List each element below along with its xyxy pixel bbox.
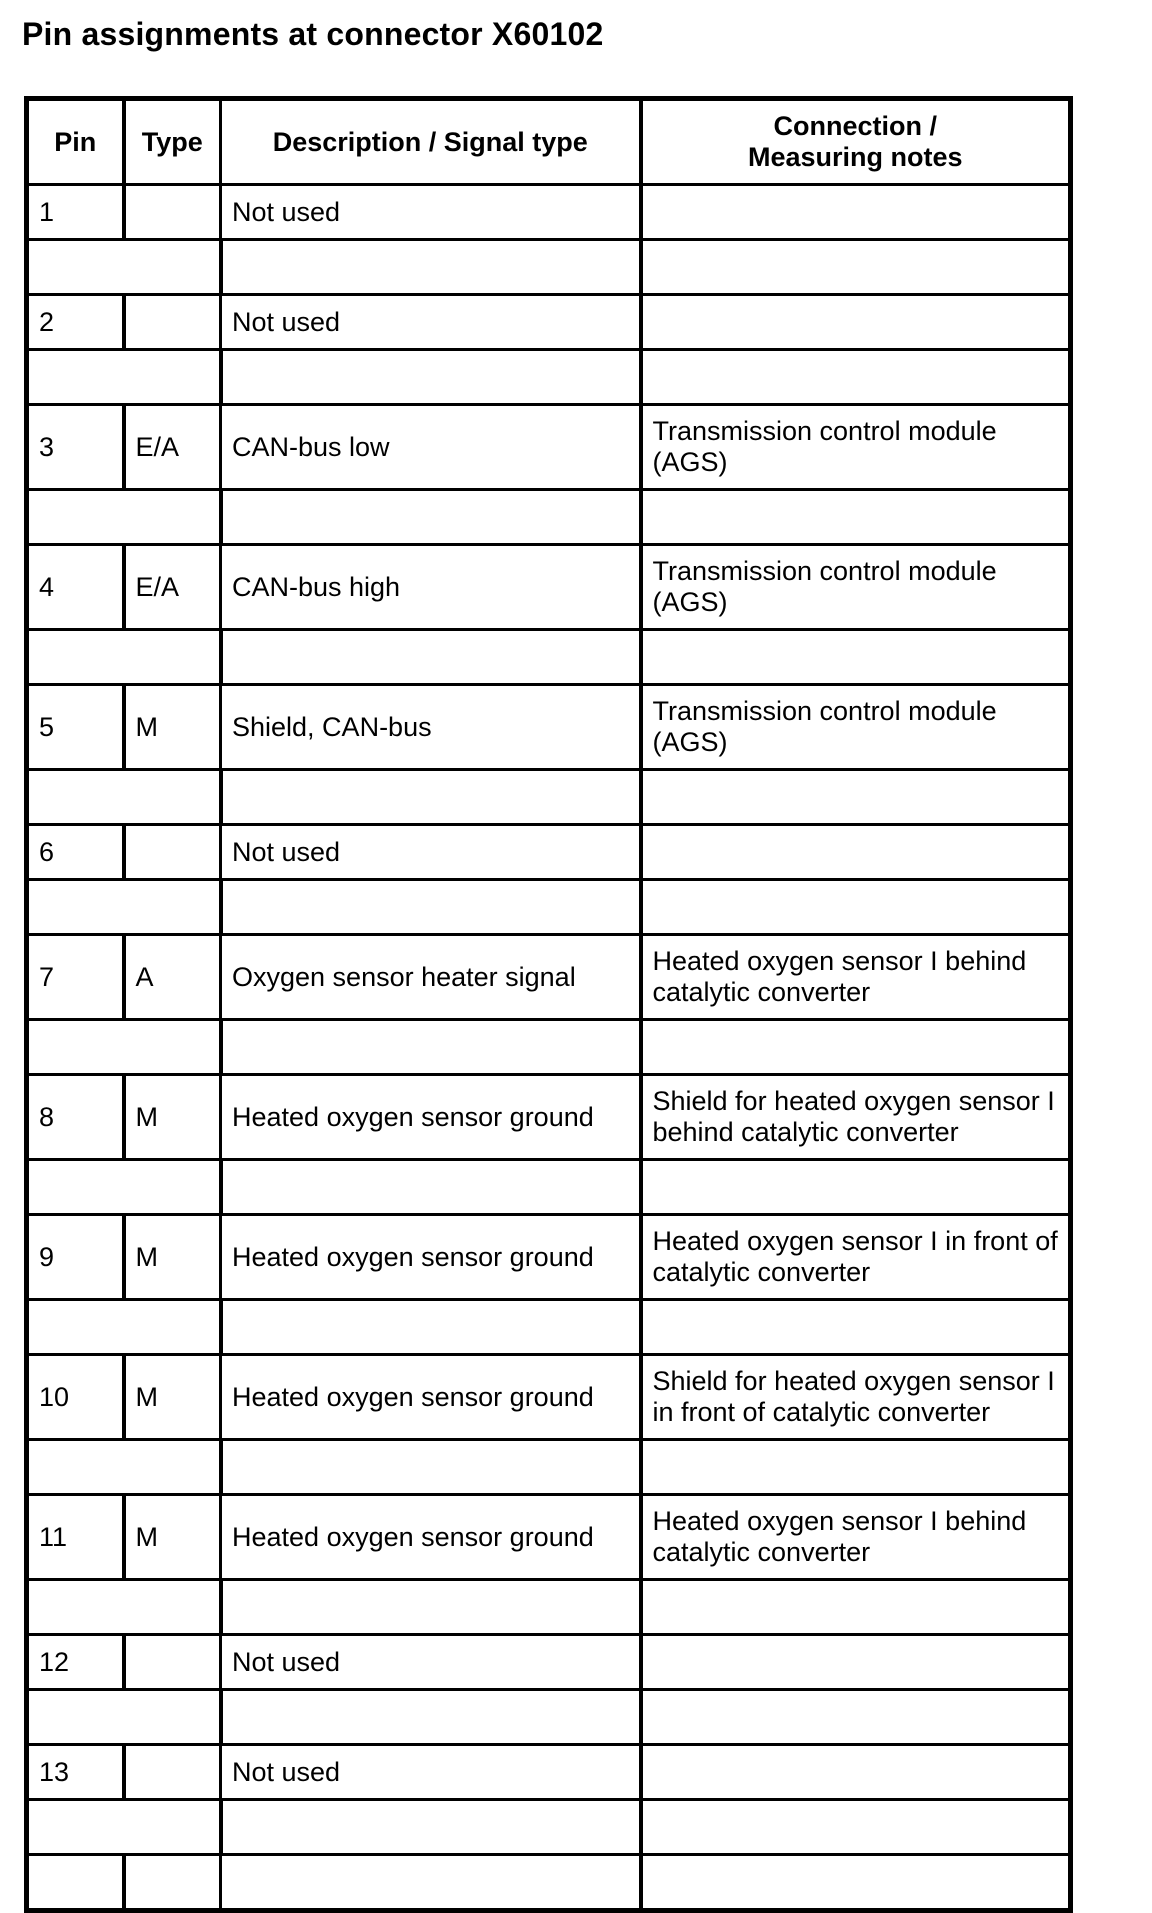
spacer-cell [27, 770, 221, 825]
cell-description: Heated oxygen sensor ground [221, 1495, 641, 1580]
spacer-cell [641, 1020, 1071, 1075]
cell-description: Heated oxygen sensor ground [221, 1215, 641, 1300]
spacer-cell [221, 350, 641, 405]
cell-description: Heated oxygen sensor ground [221, 1075, 641, 1160]
table-body [27, 185, 1071, 1911]
spacer-cell [221, 1440, 641, 1495]
table-row [27, 405, 1071, 490]
spacer-row [27, 1800, 1071, 1855]
spacer-cell [221, 630, 641, 685]
table-row [27, 185, 1071, 240]
spacer-row [27, 490, 1071, 545]
spacer-row [27, 880, 1071, 935]
table-row [27, 1745, 1071, 1800]
header-description: Description / Signal type [221, 99, 641, 185]
spacer-cell [27, 880, 221, 935]
cell-notes [641, 825, 1071, 880]
cell-type [124, 295, 221, 350]
cell-description: CAN-bus low [221, 405, 641, 490]
cell-description: Not used [221, 1745, 641, 1800]
pin-assignment-table [24, 96, 1073, 1913]
spacer-cell [641, 490, 1071, 545]
cell-notes: Transmission control module (AGS) [641, 405, 1071, 490]
spacer-row [27, 350, 1071, 405]
cell-description: Oxygen sensor heater signal [221, 935, 641, 1020]
spacer-cell [221, 1160, 641, 1215]
cell-pin: 7 [27, 935, 124, 1020]
spacer-cell [27, 1300, 221, 1355]
spacer-cell [221, 1300, 641, 1355]
spacer-cell [221, 490, 641, 545]
cell-notes: Shield for heated oxygen sensor I behind catalytic converter [641, 1075, 1071, 1160]
cell-pin: 5 [27, 685, 124, 770]
spacer-cell [641, 1800, 1071, 1855]
cell-notes [641, 1745, 1071, 1800]
header-type: Type [124, 99, 221, 185]
spacer-cell [27, 1440, 221, 1495]
table-row [27, 1075, 1071, 1160]
spacer-row [27, 1020, 1071, 1075]
cell-type [124, 1745, 221, 1800]
table-row [27, 295, 1071, 350]
spacer-row [27, 1440, 1071, 1495]
spacer-cell [641, 630, 1071, 685]
table-row [27, 1495, 1071, 1580]
cell-notes: Heated oxygen sensor I behind catalytic converter [641, 935, 1071, 1020]
spacer-cell [221, 240, 641, 295]
cell-description [221, 1855, 641, 1911]
spacer-row [27, 240, 1071, 295]
spacer-cell [27, 1020, 221, 1075]
cell-pin: 10 [27, 1355, 124, 1440]
cell-pin [27, 1855, 124, 1911]
table-row [27, 545, 1071, 630]
cell-description: CAN-bus high [221, 545, 641, 630]
cell-notes: Heated oxygen sensor I in front of catalytic converter [641, 1215, 1071, 1300]
page-title: Pin assignments at connector X60102 [22, 16, 604, 52]
cell-type: E/A [124, 405, 221, 490]
table-row [27, 685, 1071, 770]
cell-notes: Heated oxygen sensor I behind catalytic converter [641, 1495, 1071, 1580]
spacer-cell [27, 1690, 221, 1745]
spacer-row [27, 1300, 1071, 1355]
spacer-cell [641, 240, 1071, 295]
table-header-row [27, 99, 1071, 185]
cell-description: Not used [221, 185, 641, 240]
table-row [27, 935, 1071, 1020]
header-connection-notes [641, 99, 1071, 185]
spacer-cell [27, 630, 221, 685]
table-row [27, 1215, 1071, 1300]
cell-notes: Transmission control module (AGS) [641, 685, 1071, 770]
spacer-cell [641, 1440, 1071, 1495]
cell-pin: 8 [27, 1075, 124, 1160]
spacer-cell [641, 1160, 1071, 1215]
spacer-cell [221, 1020, 641, 1075]
spacer-cell [221, 880, 641, 935]
spacer-cell [641, 1300, 1071, 1355]
cell-pin: 13 [27, 1745, 124, 1800]
cell-description: Shield, CAN-bus [221, 685, 641, 770]
cell-notes: Transmission control module (AGS) [641, 545, 1071, 630]
cell-type: M [124, 1355, 221, 1440]
cell-notes [641, 185, 1071, 240]
cell-type: M [124, 1075, 221, 1160]
cell-type: M [124, 1495, 221, 1580]
cell-notes [641, 1855, 1071, 1911]
table-row [27, 1855, 1071, 1911]
table-row [27, 825, 1071, 880]
cell-description: Not used [221, 295, 641, 350]
cell-description: Not used [221, 825, 641, 880]
spacer-cell [641, 880, 1071, 935]
spacer-cell [641, 1690, 1071, 1745]
cell-pin: 1 [27, 185, 124, 240]
cell-pin: 12 [27, 1635, 124, 1690]
cell-type: A [124, 935, 221, 1020]
cell-type [124, 1635, 221, 1690]
table-row [27, 1355, 1071, 1440]
cell-pin: 3 [27, 405, 124, 490]
spacer-cell [27, 1800, 221, 1855]
cell-type [124, 1855, 221, 1911]
cell-type: M [124, 1215, 221, 1300]
cell-type [124, 825, 221, 880]
spacer-cell [27, 1580, 221, 1635]
spacer-cell [27, 1160, 221, 1215]
cell-description: Heated oxygen sensor ground [221, 1355, 641, 1440]
cell-type: M [124, 685, 221, 770]
spacer-cell [641, 770, 1071, 825]
spacer-row [27, 1690, 1071, 1745]
spacer-cell [27, 490, 221, 545]
spacer-cell [221, 1800, 641, 1855]
header-connection-line2: Measuring notes [747, 142, 963, 172]
cell-type [124, 185, 221, 240]
spacer-cell [221, 770, 641, 825]
cell-pin: 11 [27, 1495, 124, 1580]
spacer-row [27, 1160, 1071, 1215]
cell-pin: 4 [27, 545, 124, 630]
spacer-cell [641, 1580, 1071, 1635]
spacer-row [27, 630, 1071, 685]
table-row [27, 1635, 1071, 1690]
spacer-cell [221, 1690, 641, 1745]
spacer-row [27, 770, 1071, 825]
header-pin: Pin [27, 99, 124, 185]
header-connection-line1: Connection / [773, 111, 937, 141]
cell-notes [641, 295, 1071, 350]
cell-notes: Shield for heated oxygen sensor I in front of catalytic converter [641, 1355, 1071, 1440]
cell-pin: 6 [27, 825, 124, 880]
cell-pin: 9 [27, 1215, 124, 1300]
spacer-cell [27, 350, 221, 405]
spacer-row [27, 1580, 1071, 1635]
spacer-cell [221, 1580, 641, 1635]
cell-pin: 2 [27, 295, 124, 350]
cell-description: Not used [221, 1635, 641, 1690]
spacer-cell [27, 240, 221, 295]
spacer-cell [641, 350, 1071, 405]
cell-type: E/A [124, 545, 221, 630]
cell-notes [641, 1635, 1071, 1690]
